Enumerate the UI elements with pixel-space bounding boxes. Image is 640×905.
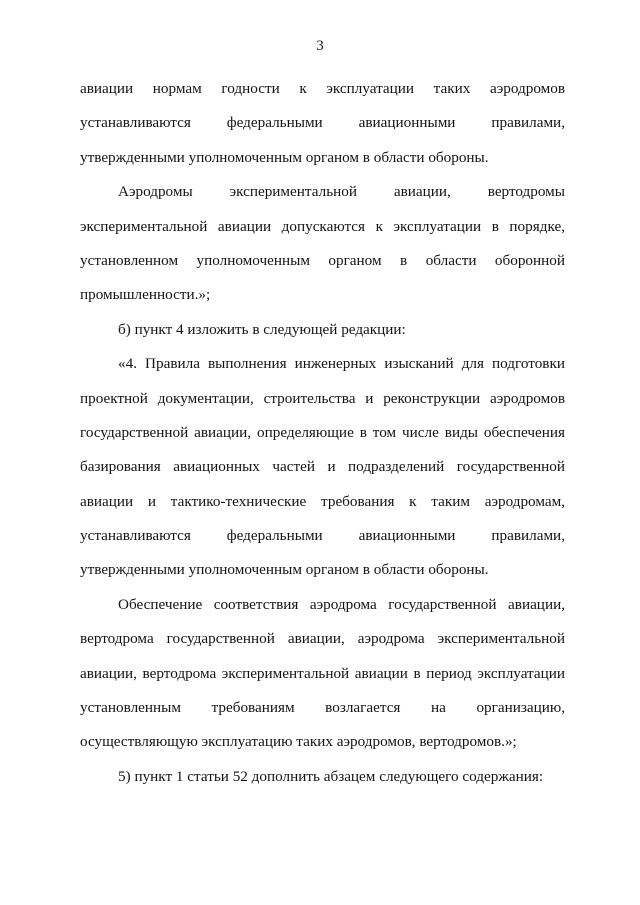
text-line: авиации, вертодрома экспериментальной авиации в период эксплуатации bbox=[80, 664, 565, 682]
text-line: базирования авиационных частей и подразделений государственной bbox=[80, 458, 565, 476]
paragraph-1 bbox=[80, 72, 565, 175]
paragraph-5 bbox=[80, 588, 565, 760]
paragraph-4 bbox=[80, 347, 565, 588]
text-line: экспериментальной авиации допускаются к эксплуатации в порядке, bbox=[80, 217, 565, 235]
text-line: промышленности.»; bbox=[80, 286, 211, 304]
text-line: б) пункт 4 изложить в следующей редакции: bbox=[118, 320, 406, 338]
text-line: Обеспечение соответствия аэродрома государственной авиации, bbox=[118, 595, 565, 613]
text-line: вертодрома государственной авиации, аэродрома экспериментальной bbox=[80, 630, 565, 648]
text-line: устанавливаются федеральными авиационными правилами, bbox=[80, 527, 565, 545]
text-line: «4. Правила выполнения инженерных изысканий для подготовки bbox=[118, 355, 565, 373]
text-line: Аэродромы экспериментальной авиации, вертодромы bbox=[118, 183, 565, 201]
text-line: утвержденными уполномоченным органом в области обороны. bbox=[80, 561, 489, 579]
text-line: установленным требованиям возлагается на организацию, bbox=[80, 699, 565, 717]
document-body bbox=[80, 72, 565, 794]
text-line: проектной документации, строительства и реконструкции аэродромов bbox=[80, 389, 565, 407]
paragraph-3 bbox=[80, 313, 565, 347]
text-line: осуществляющую эксплуатацию таких аэродромов, вертодромов.»; bbox=[80, 733, 517, 751]
text-line: установленном уполномоченным органом в области оборонной bbox=[80, 251, 565, 269]
text-line: утвержденными уполномоченным органом в области обороны. bbox=[80, 148, 489, 166]
text-line: устанавливаются федеральными авиационными правилами, bbox=[80, 114, 565, 132]
text-line: авиации нормам годности к эксплуатации таких аэродромов bbox=[80, 80, 565, 97]
text-line: авиации и тактико-технические требования к таким аэродромам, bbox=[80, 492, 565, 510]
paragraph-6 bbox=[80, 760, 565, 794]
text-line: 5) пункт 1 статьи 52 дополнить абзацем следующего содержания: bbox=[118, 767, 544, 785]
text-line: государственной авиации, определяющие в том числе виды обеспечения bbox=[80, 423, 565, 441]
page-number: 3 bbox=[316, 38, 324, 54]
paragraph-2 bbox=[80, 175, 565, 313]
